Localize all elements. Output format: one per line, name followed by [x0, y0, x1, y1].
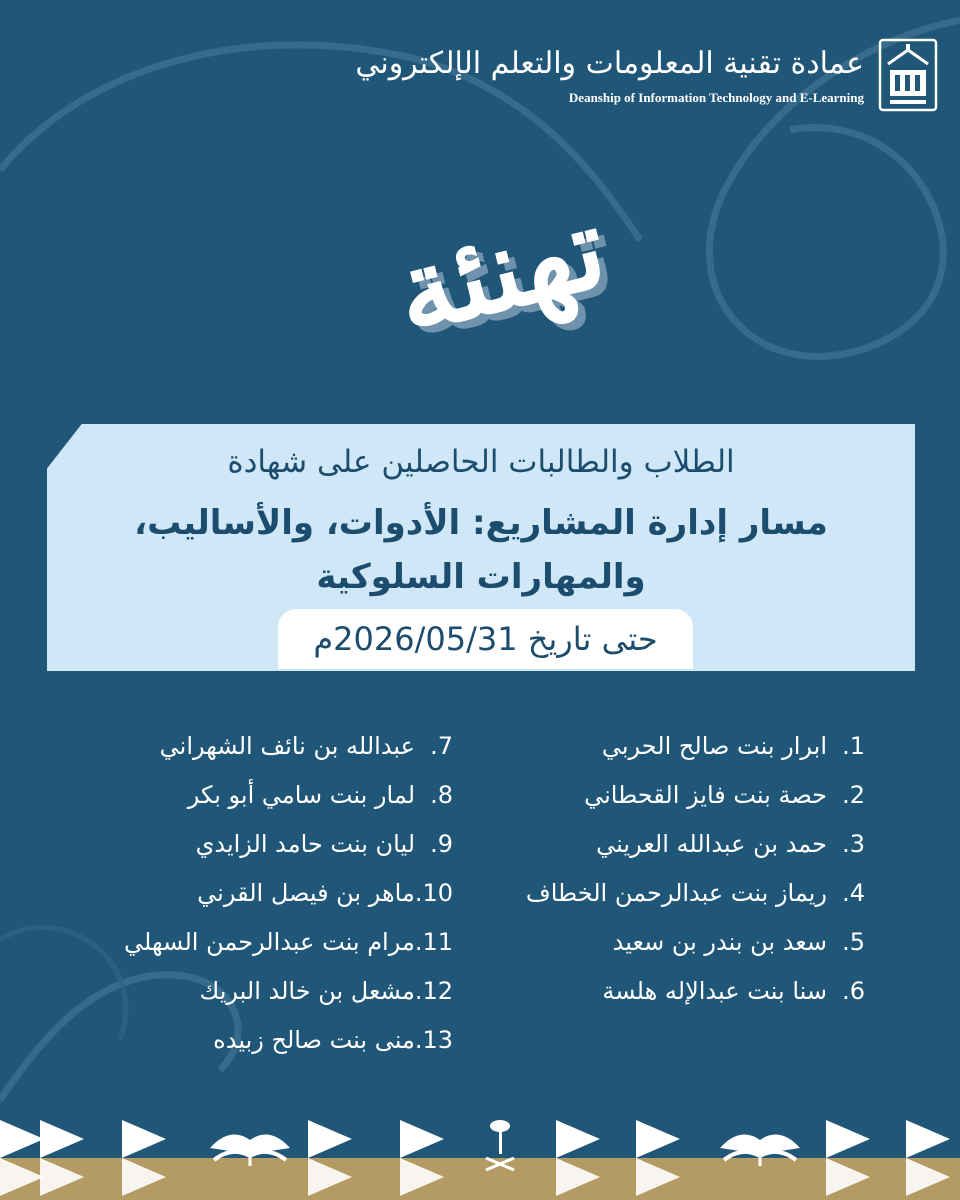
- item-number: 8.: [430, 781, 453, 809]
- triangle-pattern-icon: [0, 1120, 44, 1196]
- triangle-pattern-icon: [556, 1120, 600, 1196]
- university-logo-icon: [878, 38, 938, 112]
- item-name: عبدالله بن نائف الشهراني: [159, 732, 415, 760]
- item-name: ريماز بنت عبدالرحمن الخطاف: [525, 879, 827, 907]
- item-number: 7.: [430, 732, 453, 760]
- item-number: 2.: [842, 781, 865, 809]
- item-name: مشعل بن خالد البريك: [199, 977, 415, 1005]
- saudi-emblem-icon: [486, 1120, 514, 1170]
- calligraphy-greeting: [370, 150, 630, 390]
- triangle-pattern-icon: [400, 1120, 444, 1196]
- item-number: 10.: [414, 879, 453, 907]
- list-item: [33, 820, 453, 869]
- header: [355, 38, 938, 112]
- item-number: 13.: [414, 1026, 453, 1054]
- item-number: 3.: [842, 830, 865, 858]
- greeting-word: تهنئة: [382, 180, 618, 360]
- item-name: لمار بنت سامي أبو بكر: [187, 781, 415, 809]
- list-item: [33, 918, 453, 967]
- list-item: [445, 869, 865, 918]
- date-text: حتى تاريخ 2026/05/31م: [313, 620, 658, 658]
- list-item: [445, 820, 865, 869]
- deanship-name-arabic: عمادة تقنية المعلومات والتعلم الإلكتروني: [355, 46, 864, 81]
- triangle-pattern-icon: [826, 1120, 870, 1196]
- footer-pattern: [0, 1112, 960, 1200]
- date-pill: [278, 609, 693, 669]
- triangle-pattern-icon: [636, 1120, 680, 1196]
- item-name: سعد بن بندر بن سعيد: [612, 928, 827, 956]
- item-name: ماهر بن فيصل القرني: [197, 879, 415, 907]
- item-name: سنا بنت عبدالإله هلسة: [602, 977, 827, 1005]
- item-name: حصة بنت فايز القحطاني: [584, 781, 827, 809]
- list-item: [33, 771, 453, 820]
- item-name: ليان بنت حامد الزايدي: [195, 830, 415, 858]
- item-number: 1.: [842, 732, 865, 760]
- names-list-left: [33, 722, 453, 1065]
- list-item: [445, 918, 865, 967]
- triangle-pattern-icon: [40, 1120, 84, 1196]
- triangle-pattern-icon: [906, 1120, 950, 1196]
- names-list-right: [445, 722, 865, 1016]
- list-item: [33, 869, 453, 918]
- deanship-name-english: Deanship of Information Technology and E-Learning: [568, 90, 864, 105]
- list-item: [445, 722, 865, 771]
- item-number: 5.: [842, 928, 865, 956]
- list-item: [33, 722, 453, 771]
- item-name: مرام بنت عبدالرحمن السهلي: [124, 928, 415, 956]
- list-item: [445, 967, 865, 1016]
- item-number: 6.: [842, 977, 865, 1005]
- item-name: حمد بن عبدالله العريني: [596, 830, 827, 858]
- item-number: 9.: [430, 830, 453, 858]
- open-book-icon: [210, 1135, 290, 1166]
- item-name: منى بنت صالح زبيده: [213, 1026, 415, 1054]
- header-text: [355, 44, 864, 106]
- list-item: [445, 771, 865, 820]
- list-item: [33, 967, 453, 1016]
- item-number: 12.: [414, 977, 453, 1005]
- open-book-icon: [720, 1135, 800, 1166]
- item-number: 11.: [414, 928, 453, 956]
- triangle-pattern-icon: [308, 1120, 352, 1196]
- list-item: [33, 1016, 453, 1065]
- banner-subtitle: الطلاب والطالبات الحاصلين على شهادة: [227, 444, 735, 480]
- item-name: ابرار بنت صالح الحربي: [601, 732, 827, 760]
- certificate-title: مسار إدارة المشاريع: الأدوات، والأساليب، والمهارات السلوكية: [134, 503, 828, 597]
- item-number: 4.: [842, 879, 865, 907]
- triangle-pattern-icon: [122, 1120, 166, 1196]
